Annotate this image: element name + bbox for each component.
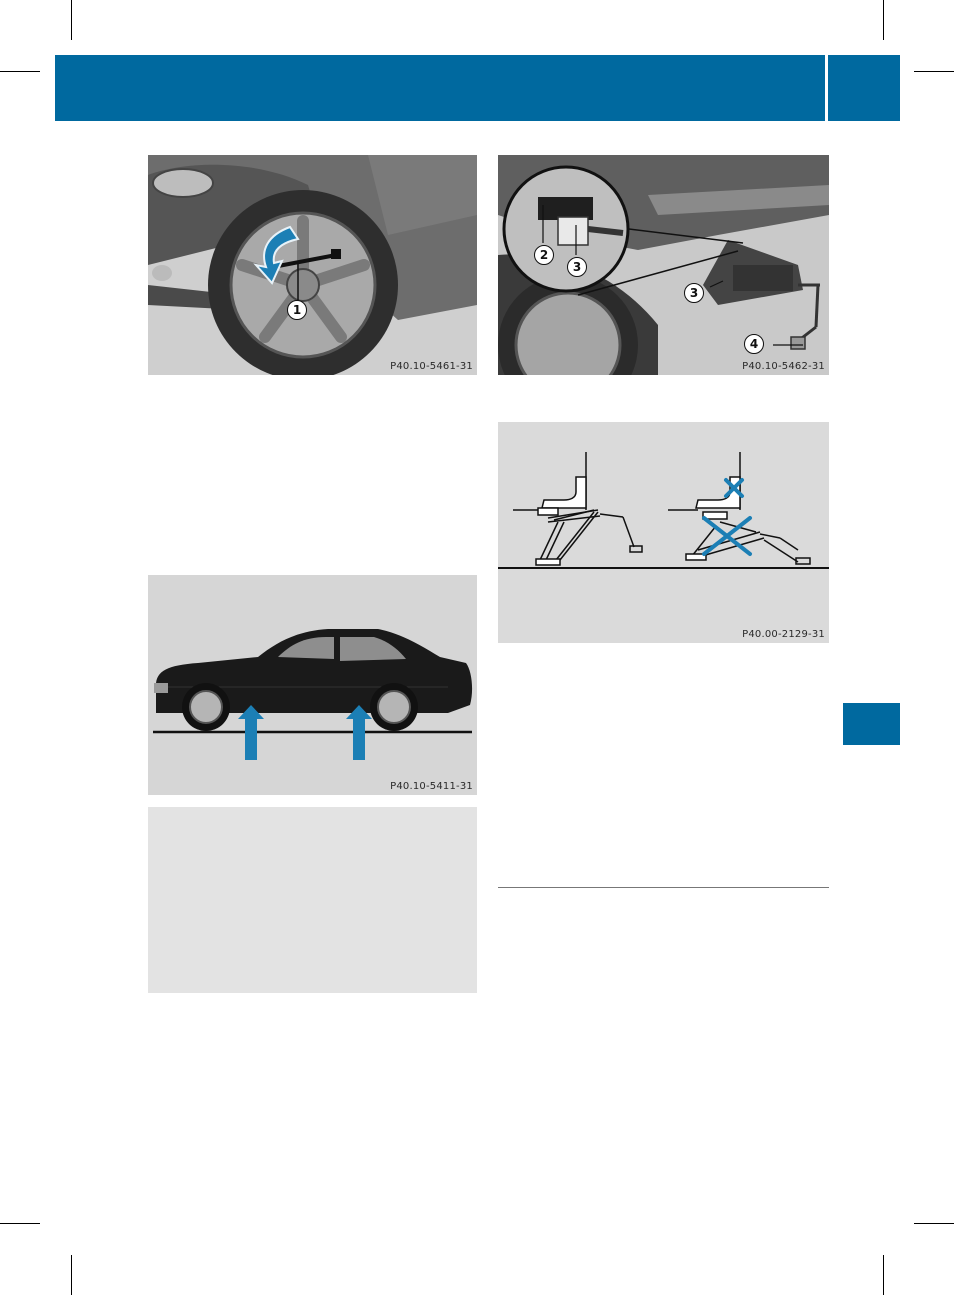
note-box — [148, 807, 477, 993]
figure-wheel-wrench — [148, 155, 477, 375]
figure-code: P40.10-5411-31 — [390, 781, 473, 792]
figure-jacking-points — [148, 575, 477, 795]
callout-badge: 1 — [287, 300, 307, 320]
chapter-tab — [843, 703, 900, 745]
figure-jack-positions — [498, 422, 829, 643]
callout-badge: 2 — [534, 245, 554, 265]
header-banner — [55, 55, 900, 121]
callout-badge: 4 — [744, 334, 764, 354]
crop-mark — [71, 0, 72, 40]
callout-badge: 3 — [684, 283, 704, 303]
section-divider — [498, 887, 829, 888]
figure-jack-detail — [498, 155, 829, 375]
crop-mark — [883, 0, 884, 40]
crop-mark — [914, 1223, 954, 1224]
figure-code: P40.10-5462-31 — [742, 361, 825, 372]
header-banner-divider — [825, 55, 828, 121]
crop-mark — [914, 71, 954, 72]
crop-mark — [0, 71, 40, 72]
callout-badge: 3 — [567, 257, 587, 277]
crop-mark — [883, 1255, 884, 1295]
figure-code: P40.10-5461-31 — [390, 361, 473, 372]
figure-code: P40.00-2129-31 — [742, 629, 825, 640]
crop-mark — [71, 1255, 72, 1295]
crop-mark — [0, 1223, 40, 1224]
